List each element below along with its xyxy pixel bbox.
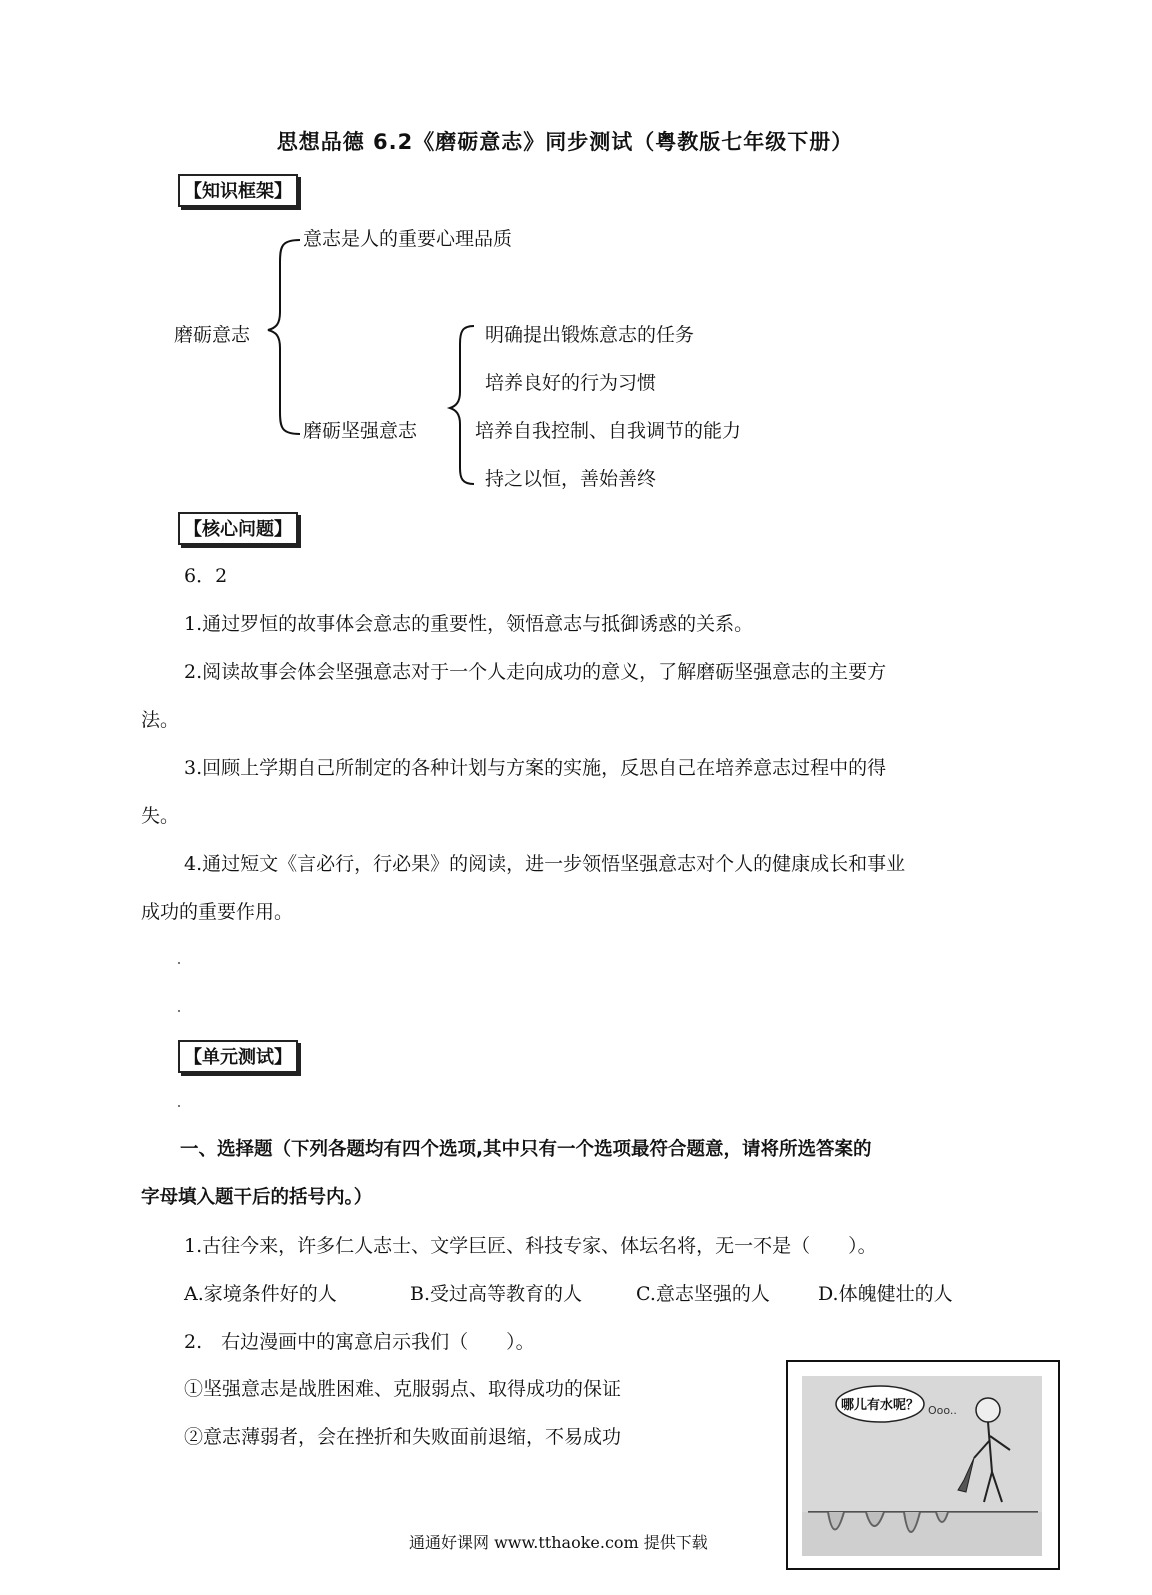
cartoon-bubble-text: 哪儿有水呢？ [840,1398,920,1413]
cartoon-frame [786,1360,1060,1570]
framework-method-1: 明确提出锻炼意志的任务 [485,324,695,346]
digger-head-icon [976,1398,1000,1422]
core-item-2-cont: 法。 [141,709,180,731]
stray-mark [178,962,180,964]
framework-method-2: 培养良好的行为习惯 [485,372,657,394]
inner-brace-icon [450,326,474,484]
core-item-2: 2.阅读故事会体会坚强意志对于一个人走向成功的意义，了解磨砺坚强意志的主要方 [184,661,887,683]
q1-option-b: B.受过高等教育的人 [410,1283,583,1305]
q1-option-c: C.意志坚强的人 [636,1283,770,1305]
q2-statement-1: ①坚强意志是战胜困难、克服弱点、取得成功的保证 [184,1378,622,1400]
framework-heading: 【知识框架】 [178,174,298,207]
stray-mark [178,1010,180,1012]
framework-method-4: 持之以恒，善始善终 [485,468,657,490]
core-item-4-cont: 成功的重要作用。 [141,901,294,923]
q1-option-a: A.家境条件好的人 [184,1283,337,1305]
cartoon-sigh-text: Ooo.. [928,1404,957,1417]
question-2: 2. 右边漫画中的寓意启示我们（ ）。 [184,1331,535,1353]
framework-method-3: 培养自我控制、自我调节的能力 [475,420,742,442]
cartoon-image [788,1362,1058,1568]
page-footer: 通通好课网 www.tthaoke.com 提供下载 [409,1533,708,1552]
q1-option-d: D.体魄健壮的人 [818,1283,953,1305]
section1-instruction-cont: 字母填入题干后的括号内。） [141,1187,373,1208]
framework-branch-2: 磨砺坚强意志 [303,420,418,442]
stray-mark [178,1105,180,1107]
q2-statement-2: ②意志薄弱者，会在挫折和失败面前退缩，不易成功 [184,1426,622,1448]
page-title: 思想品德 6.2《磨砺意志》同步测试（粤教版七年级下册） [276,130,854,154]
core-item-3: 3.回顾上学期自己所制定的各种计划与方案的实施，反思自己在培养意志过程中的得 [184,757,887,779]
core-number: 6．2 [184,565,228,587]
question-1: 1.古往今来，许多仁人志士、文学巨匠、科技专家、体坛名将，无一不是（ ）。 [184,1235,877,1257]
core-item-3-cont: 失。 [141,805,180,827]
test-heading: 【单元测试】 [178,1040,298,1073]
core-item-4: 4.通过短文《言必行，行必果》的阅读，进一步领悟坚强意志对个人的健康成长和事业 [184,853,906,875]
section1-instruction: 一、选择题（下列各题均有四个选项,其中只有一个选项最符合题意，请将所选答案的 [180,1139,872,1160]
outer-brace-icon [268,240,300,434]
framework-branch-1: 意志是人的重要心理品质 [303,228,513,250]
core-heading: 【核心问题】 [178,512,298,545]
core-item-1: 1.通过罗恒的故事体会意志的重要性，领悟意志与抵御诱惑的关系。 [184,613,754,635]
framework-root: 磨砺意志 [174,324,251,346]
